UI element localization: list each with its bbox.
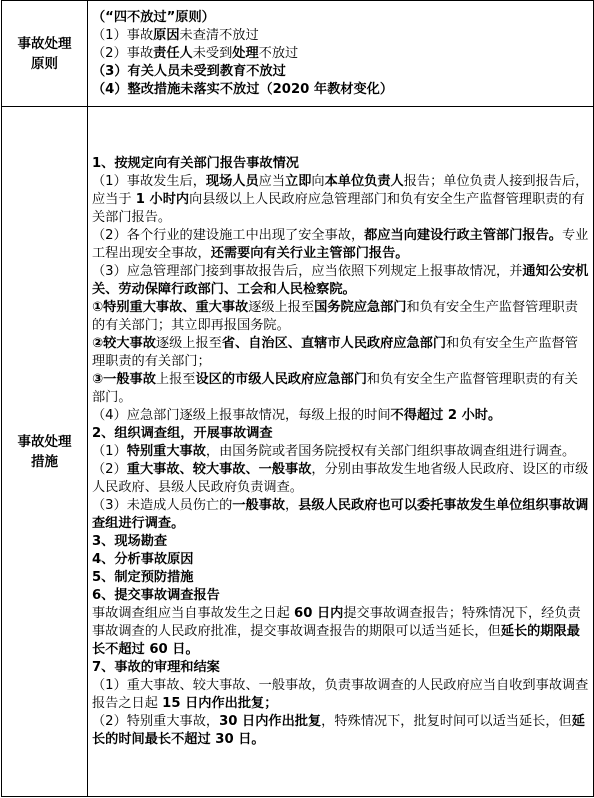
emphasis-text: 5、制定预防措施	[92, 569, 194, 585]
body-text: 提交事故调查报告；特殊情况下，经负责事故调查的人民政府批准，提交事故调查报告的期限可以适当延长，但	[92, 605, 581, 639]
emphasis-text: 延长的时间最长不超过 30 日。	[92, 713, 585, 747]
content-paragraph	[92, 81, 591, 99]
emphasis-text: 现场人员	[205, 173, 259, 189]
content-paragraph	[92, 263, 591, 299]
emphasis-text: 设区的市级人民政府应急部门	[195, 371, 367, 387]
emphasis-text: 还需要向有关行业主管部门报告。	[210, 245, 409, 261]
emphasis-text: 立即	[285, 173, 312, 189]
row-label-text: 事故处理	[17, 35, 72, 52]
content-paragraph	[92, 27, 591, 45]
content-paragraph	[92, 713, 591, 749]
emphasis-text: 不得超过 2 小时。	[390, 407, 502, 423]
emphasis-text: ①特别重大事故、重大事故	[92, 299, 249, 315]
body-text: ，由国务院或者国务院授权有关部门组织事故调查组进行调查。	[205, 443, 576, 459]
body-text: ，特殊情况下，批复时间可以适当延长，但	[321, 713, 572, 729]
content-paragraph	[92, 173, 591, 227]
content-paragraph	[92, 155, 591, 173]
content-paragraph	[92, 407, 591, 425]
table-row	[2, 107, 594, 797]
body-text: 报告；单位负责人接到报告后，应当于	[92, 173, 589, 207]
body-text: 未受到	[192, 45, 233, 61]
emphasis-text: 县级人民政府也可以委托事故发生单位组织事故调查组进行调查。	[92, 497, 589, 531]
emphasis-text: 4、分析事故原因	[92, 551, 194, 567]
body-text: 上报至	[155, 371, 196, 387]
emphasis-text: 3、现场勘查	[92, 533, 168, 549]
content-paragraph	[92, 9, 591, 27]
emphasis-text: ③一般事故	[92, 371, 156, 387]
content-paragraph	[92, 45, 591, 63]
content-paragraph	[92, 335, 591, 371]
content-paragraph	[92, 425, 591, 443]
emphasis-text: （“四不放过”原则）	[92, 9, 215, 25]
content-paragraph	[92, 587, 591, 605]
emphasis-text: 国务院应急部门	[314, 299, 407, 315]
body-text: （2）各个行业的建设施工中出现了安全事故，	[92, 227, 365, 243]
emphasis-text: 原因	[153, 27, 180, 43]
emphasis-text: 一般事故	[232, 497, 286, 513]
body-text: （4）应急部门逐级上报事故情况，每级上报的时间	[92, 407, 391, 423]
content-paragraph	[92, 659, 591, 677]
body-text: （2）事故	[92, 45, 154, 61]
emphasis-text: 重大事故、较大事故、一般事故	[126, 461, 312, 477]
body-text: 和负有安全生产监督管理职责的有关部门。	[92, 371, 578, 405]
body-text: ，分别由事故发生地省级人民政府、设区的市级人民政府、县级人民政府负责调查。	[92, 461, 589, 495]
body-text: （2）	[92, 461, 127, 477]
body-text: 向	[311, 173, 325, 189]
row-content	[88, 1, 594, 107]
table-row	[2, 1, 594, 107]
body-text: 逐级上报至	[155, 335, 222, 351]
content-paragraph	[92, 371, 591, 407]
body-text: （3）应急管理部门接到事故报告后，应当依照下列规定上报事故情况，并	[92, 263, 523, 279]
emphasis-text: 30 日内作出批复	[219, 713, 322, 729]
row-label	[2, 1, 88, 107]
content-paragraph	[92, 299, 591, 335]
body-text: 事故调查组应当自事故发生之日起	[92, 605, 295, 621]
emphasis-text: 6、提交事故调查报告	[92, 587, 220, 603]
body-text: 向县级以上人民政府应急管理部门和负有安全生产监督管理职责的有关部门报告。	[92, 191, 585, 225]
emphasis-text: 责任人	[153, 45, 193, 61]
body-text: （2）特别重大事故，	[92, 713, 220, 729]
emphasis-text: （3）有关人员未受到教育不放过	[92, 63, 286, 79]
row-label-text: 原则	[31, 55, 58, 72]
body-text: （3）未造成人员伤亡的	[92, 497, 233, 513]
emphasis-text: 2、组织调查组，开展事故调查	[92, 425, 273, 441]
emphasis-text: 15 日内作出批复；	[162, 695, 278, 711]
content-paragraph	[92, 443, 591, 461]
content-paragraph	[92, 497, 591, 533]
content-paragraph	[92, 63, 591, 81]
emphasis-text: 7、事故的审理和结案	[92, 659, 220, 675]
content-paragraph	[92, 551, 591, 569]
body-text: 和负有安全生产监督管理职责的有关部门；	[92, 335, 578, 369]
emphasis-text: 60 日内	[294, 605, 344, 621]
body-text: 不放过	[258, 45, 299, 61]
emphasis-text: 特别重大事故	[126, 443, 206, 459]
body-text: （1）重大事故、较大事故、一般事故，负责事故调查的人民政府应当自收到事故调查报告之日起	[92, 677, 589, 711]
emphasis-text: 都应当向建设行政主管部门报告。	[364, 227, 562, 243]
body-text: 应当	[258, 173, 286, 189]
body-text: 专业工程出现安全事故，	[92, 227, 589, 261]
row-label-text: 措施	[31, 453, 58, 470]
content-paragraph	[92, 677, 591, 713]
body-text: 未查清不放过	[179, 27, 259, 43]
body-text: 和负有安全生产监督管理职责的有关部门；其立即再报国务院。	[92, 299, 578, 333]
row-label-text: 事故处理	[17, 433, 72, 450]
principles-measures-table	[1, 0, 594, 797]
content-paragraph	[92, 227, 591, 263]
emphasis-text: 处理	[232, 45, 259, 61]
emphasis-text: 1 小时内	[135, 191, 190, 207]
emphasis-text: 本单位负责人	[324, 173, 404, 189]
content-paragraph	[92, 605, 591, 659]
body-text: 逐级上报至	[248, 299, 315, 315]
emphasis-text: 延长的期限最长不超过 60 日。	[92, 623, 580, 657]
body-text: （1）事故发生后，	[92, 173, 206, 189]
emphasis-text: ②较大事故	[92, 335, 156, 351]
body-text: （1）事故	[92, 27, 154, 43]
content-paragraph	[92, 461, 591, 497]
emphasis-text: 通知公安机关、劳动保障行政部门、工会和人民检察院。	[92, 263, 589, 297]
content-paragraph	[92, 533, 591, 551]
emphasis-text: 1、按规定向有关部门报告事故情况	[92, 155, 299, 171]
body-text: ，	[285, 497, 299, 513]
emphasis-text: 省、自治区、直辖市人民政府应急部门	[221, 335, 447, 351]
row-label	[2, 107, 88, 797]
emphasis-text: （4）整改措施未落实不放过（2020 年教材变化）	[92, 81, 394, 97]
body-text: （1）	[92, 443, 127, 459]
content-paragraph	[92, 569, 591, 587]
row-content	[88, 107, 594, 797]
